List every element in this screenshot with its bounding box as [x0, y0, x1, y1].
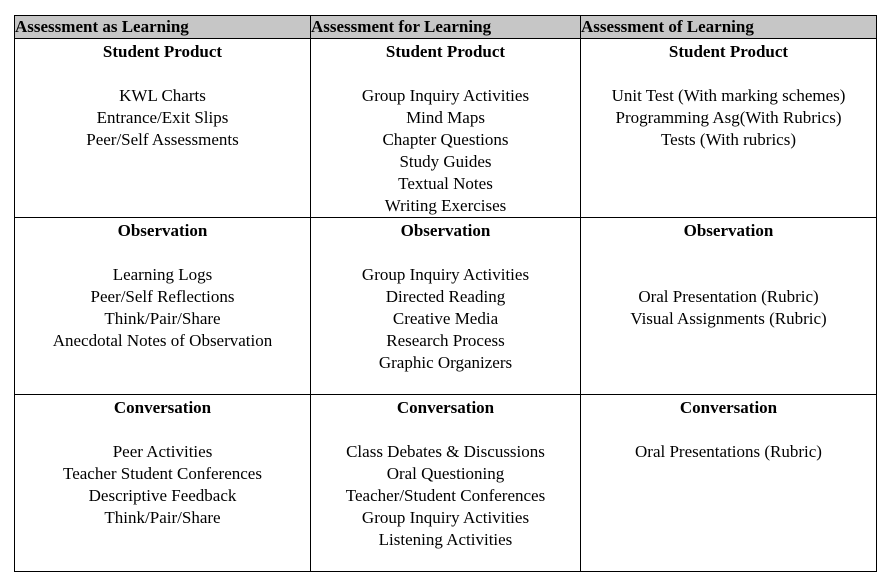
cell-of-learning-conversation	[581, 395, 877, 572]
list-item: Descriptive Feedback	[88, 486, 237, 505]
cell-as-learning-observation	[15, 218, 311, 395]
cell-item-list	[15, 264, 310, 352]
list-item: Creative Media	[392, 309, 499, 328]
list-item: Tests (With rubrics)	[660, 130, 797, 149]
column-header-of-learning: Assessment of Learning	[581, 16, 877, 39]
cell-title: Conversation	[396, 398, 495, 417]
list-item: Mind Maps	[406, 108, 485, 127]
list-item: Graphic Organizers	[378, 353, 513, 372]
assessment-table	[14, 15, 877, 572]
list-item: KWL Charts	[119, 86, 206, 105]
list-item: Listening Activities	[378, 530, 513, 549]
list-item: Peer/Self Reflections	[90, 287, 235, 306]
cell-for-learning-student-product	[311, 39, 581, 218]
cell-item-list	[15, 441, 310, 529]
cell-title: Observation	[400, 221, 491, 240]
list-item: Entrance/Exit Slips	[96, 108, 229, 127]
list-item: Directed Reading	[385, 287, 506, 306]
cell-title: Observation	[117, 221, 208, 240]
cell-title: Observation	[683, 221, 774, 240]
cell-as-learning-conversation	[15, 395, 311, 572]
cell-of-learning-student-product	[581, 39, 877, 218]
list-item: Teacher Student Conferences	[63, 464, 262, 483]
list-item: Unit Test (With marking schemes)	[611, 86, 846, 105]
list-item: Visual Assignments (Rubric)	[630, 309, 827, 328]
cell-item-list	[581, 441, 876, 463]
list-item: Research Process	[386, 331, 505, 350]
cell-for-learning-observation	[311, 218, 581, 395]
table-row-conversation	[15, 395, 877, 572]
list-item: Learning Logs	[112, 265, 213, 284]
list-item: Anecdotal Notes of Observation	[52, 331, 273, 350]
list-item: Peer Activities	[112, 442, 213, 461]
list-item: Class Debates & Discussions	[346, 442, 545, 461]
column-header-for-learning: Assessment for Learning	[311, 16, 581, 39]
cell-as-learning-student-product	[15, 39, 311, 218]
list-item: Think/Pair/Share	[104, 309, 221, 328]
cell-of-learning-observation	[581, 218, 877, 395]
cell-item-list	[311, 264, 580, 374]
cell-item-list	[581, 286, 876, 330]
column-header-as-learning: Assessment as Learning	[15, 16, 311, 39]
list-item: Oral Presentations (Rubric)	[635, 442, 822, 461]
cell-item-list	[581, 85, 876, 151]
list-item: Chapter Questions	[382, 130, 509, 149]
cell-title: Student Product	[102, 42, 223, 61]
cell-title: Conversation	[113, 398, 212, 417]
list-item: Teacher/Student Conferences	[345, 486, 546, 505]
list-item: Programming Asg(With Rubrics)	[615, 108, 842, 127]
list-item: Oral Presentation (Rubric)	[638, 287, 819, 306]
list-item: Textual Notes	[398, 174, 493, 193]
cell-item-list	[311, 441, 580, 551]
cell-item-list	[15, 85, 310, 151]
list-item: Think/Pair/Share	[104, 508, 221, 527]
list-item: Study Guides	[399, 152, 492, 171]
cell-item-list	[311, 85, 580, 217]
list-item: Peer/Self Assessments	[86, 130, 239, 149]
list-item: Group Inquiry Activities	[361, 508, 530, 527]
cell-title: Conversation	[679, 398, 778, 417]
list-item: Oral Questioning	[386, 464, 505, 483]
list-item: Group Inquiry Activities	[361, 265, 530, 284]
table-row-student-product	[15, 39, 877, 218]
cell-title: Student Product	[385, 42, 506, 61]
cell-title: Student Product	[668, 42, 789, 61]
list-item: Writing Exercises	[384, 196, 507, 215]
list-item: Group Inquiry Activities	[361, 86, 530, 105]
header-row	[15, 16, 877, 39]
table-row-observation	[15, 218, 877, 395]
cell-for-learning-conversation	[311, 395, 581, 572]
